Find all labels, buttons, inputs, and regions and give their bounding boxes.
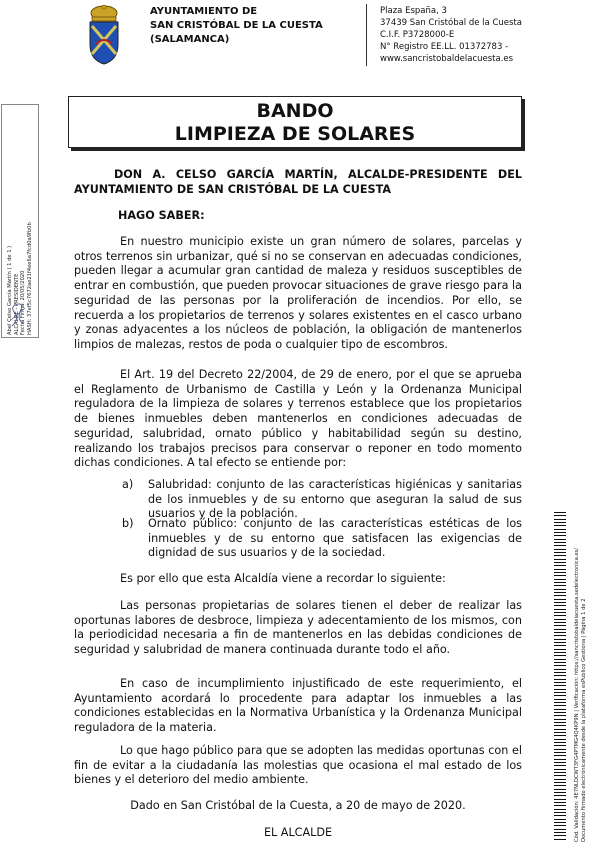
paragraph-5: En caso de incumplimiento injustificado de este requerimiento, el Ayuntamiento acordará lo procedente para adaptar los inmuebles a las condiciones establecidas en la Normativa Urbanística y la Ordenanza Municipal reguladora de la materia.	[74, 677, 522, 735]
list-item-a	[122, 478, 522, 522]
list-marker: b)	[122, 517, 134, 530]
mayor-heading: DON A. CELSO GARCÍA MARTÍN, ALCALDE-PRESIDENTE DEL AYUNTAMIENTO DE SAN CRISTÓBAL DE LA CUESTA	[74, 168, 522, 196]
title-line-1: BANDO	[256, 100, 334, 122]
handwritten-signature-icon	[8, 300, 28, 330]
list-marker: a)	[122, 478, 134, 491]
contact-block	[380, 5, 522, 65]
list-text: Salubridad: conjunto de las características higiénicas y sanitarias de los inmuebles y de su entorno que aseguran la salud de sus usuarios y de la población.	[148, 478, 522, 521]
bando-title-box	[68, 96, 522, 148]
paragraph-4: Las personas propietarias de solares tienen el deber de realizar las oportunas labores de desbroce, limpieza y adecentamiento de los mismos, con la periodicidad necesaria a fin de mantenerlos en las debidas condiciones de seguridad y salubridad de manera continuada durante todo el año.	[74, 599, 522, 657]
stamp-line: Fecha Firma: 20/05/2020	[20, 270, 26, 335]
org-line: AYUNTAMIENTO DE	[150, 6, 258, 17]
signature-label: EL ALCALDE	[263, 826, 333, 839]
org-line: (SALAMANCA)	[150, 34, 230, 45]
title-line-2: LIMPIEZA DE SOLARES	[174, 123, 416, 145]
paragraph-1: En nuestro municipio existe un gran número de solares, parcelas y otros terrenos sin urbanizar, qué si no se conservan en adecuadas condiciones, pueden llegar a acumular gran cantidad de maleza y residuos susceptibles de entrar en combustión, que pueden provocar situaciones de grave riesgo para la seguridad de las personas por la proliferación de incendios. Por ello, se recuerda a los propietarios de terrenos y solares existentes en el casco urbano y zonas adyacentes a los núcleos de población, la obligación de mantenerlos limpios de malezas, restos de poda o cualquier tipo de escombros.	[74, 235, 522, 351]
stamp-line: Abel Celso García Martín ( 1 de 1 )	[7, 245, 13, 335]
org-line: SAN CRISTÓBAL DE LA CUESTA	[150, 20, 323, 31]
contact-address: Plaza España, 3	[380, 6, 447, 16]
contact-cif: C.I.F. P3728000-E	[380, 30, 455, 40]
verification-text	[574, 548, 587, 842]
paragraph-3: Es por ello que esta Alcaldía viene a recordar lo siguiente:	[120, 572, 446, 585]
barcode-icon	[554, 512, 566, 842]
contact-postal: 37439 San Cristóbal de la Cuesta	[380, 18, 522, 28]
list-item-b	[122, 517, 522, 561]
verification-line: Cód. Validación: 4E7NLDCWT3FG4PTMG4Q4KP9N | Verificación: https://sancristobaldelacuesta.sedelectronica.es/	[574, 547, 580, 842]
verification-line: Documento firmado electrónicamente desde la plataforma esPublico Gestiona | Página 1 de 2	[580, 598, 587, 842]
contact-registry: N° Registro EE.LL. 01372783 -	[380, 42, 509, 52]
municipal-crest-icon	[84, 4, 124, 66]
stamp-line: ALCALDE - PRESIDENTE	[13, 273, 20, 335]
date-line: Dado en San Cristóbal de la Cuesta, a 20 de mayo de 2020.	[130, 799, 466, 812]
municipality-name	[150, 5, 323, 47]
paragraph-6: Lo que hago público para que se adopten las medidas oportunas con el fin de evitar a la ciudadanía las molestias que ocasiona el mal estado de los bienes y el deterioro del medio ambiente.	[74, 744, 522, 787]
hago-saber-heading: HAGO SABER:	[118, 209, 205, 222]
list-text: Ornato público: conjunto de las características estéticas de los inmuebles y de su entorno que satisfacen las exigencias de dignidad de sus usuarios y de la sociedad.	[148, 517, 522, 560]
paragraph-2: El Art. 19 del Decreto 22/2004, de 29 de enero, por el que se aprueba el Reglamento de Urbanismo de Castilla y León y la Ordenanza Municipal reguladora de la limpieza de solares y terrenos establece que los propietarios de bienes inmuebles deben mantenerlos en condiciones adecuadas de seguridad, salubridad, ornato público y habitabilidad según su destino, realizando los trabajos precisos para conservar o reponer en todo momento dichas condiciones. A tal efecto se entiende por:	[74, 368, 522, 470]
stamp-line: HASH: 37ef5c7672ae21f4ee6a7fcd0a9fb0b	[26, 222, 33, 335]
header-divider	[366, 4, 367, 66]
contact-website: www.sancristobaldelacuesta.es	[380, 54, 514, 64]
